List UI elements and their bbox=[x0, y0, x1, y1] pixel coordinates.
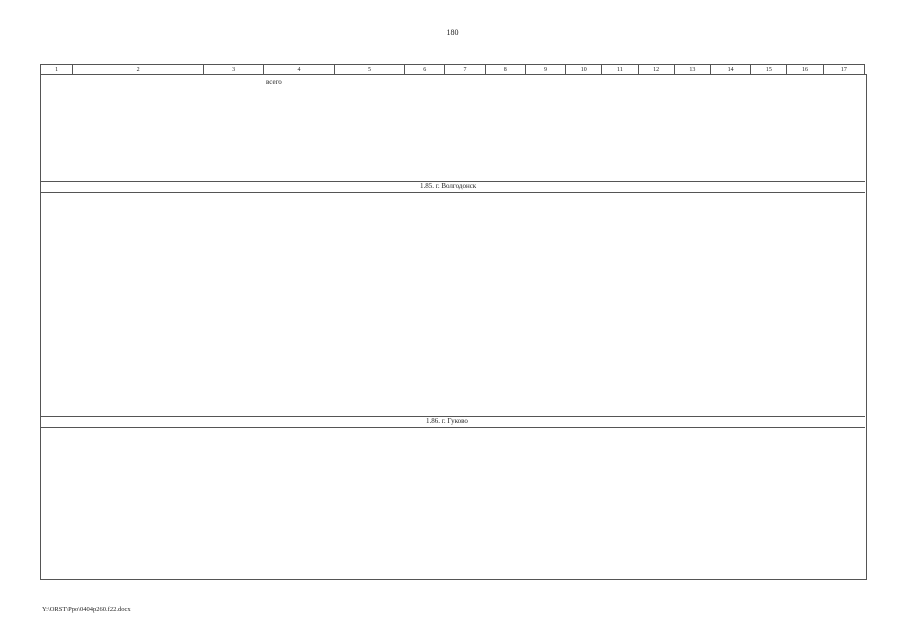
column-number: 10 bbox=[566, 65, 602, 75]
section-label: 1.85. г. Волгодонск bbox=[420, 182, 477, 190]
column-number: 6 bbox=[405, 65, 445, 75]
column-number: 7 bbox=[445, 65, 485, 75]
column-number: 8 bbox=[485, 65, 525, 75]
column-number: 4 bbox=[264, 65, 334, 75]
column-number: 17 bbox=[823, 65, 864, 75]
column-number-row bbox=[41, 65, 865, 75]
section-label: 1.86. г. Гуково bbox=[426, 417, 468, 425]
column-number: 1 bbox=[41, 65, 73, 75]
column-number: 9 bbox=[525, 65, 565, 75]
footer-path: Y:\ORST\Ppo\0404p260.f22.docx bbox=[42, 606, 131, 613]
column-number: 12 bbox=[638, 65, 674, 75]
column-number: 2 bbox=[73, 65, 204, 75]
column-number: 14 bbox=[710, 65, 750, 75]
column-number: 11 bbox=[602, 65, 638, 75]
budget-label: всего bbox=[266, 78, 282, 86]
column-number: 16 bbox=[787, 65, 823, 75]
column-number: 3 bbox=[203, 65, 263, 75]
column-number: 15 bbox=[751, 65, 787, 75]
page-number: 180 bbox=[446, 28, 459, 37]
table-body-placeholder bbox=[40, 74, 867, 580]
column-number: 13 bbox=[674, 65, 710, 75]
column-number: 5 bbox=[334, 65, 404, 75]
